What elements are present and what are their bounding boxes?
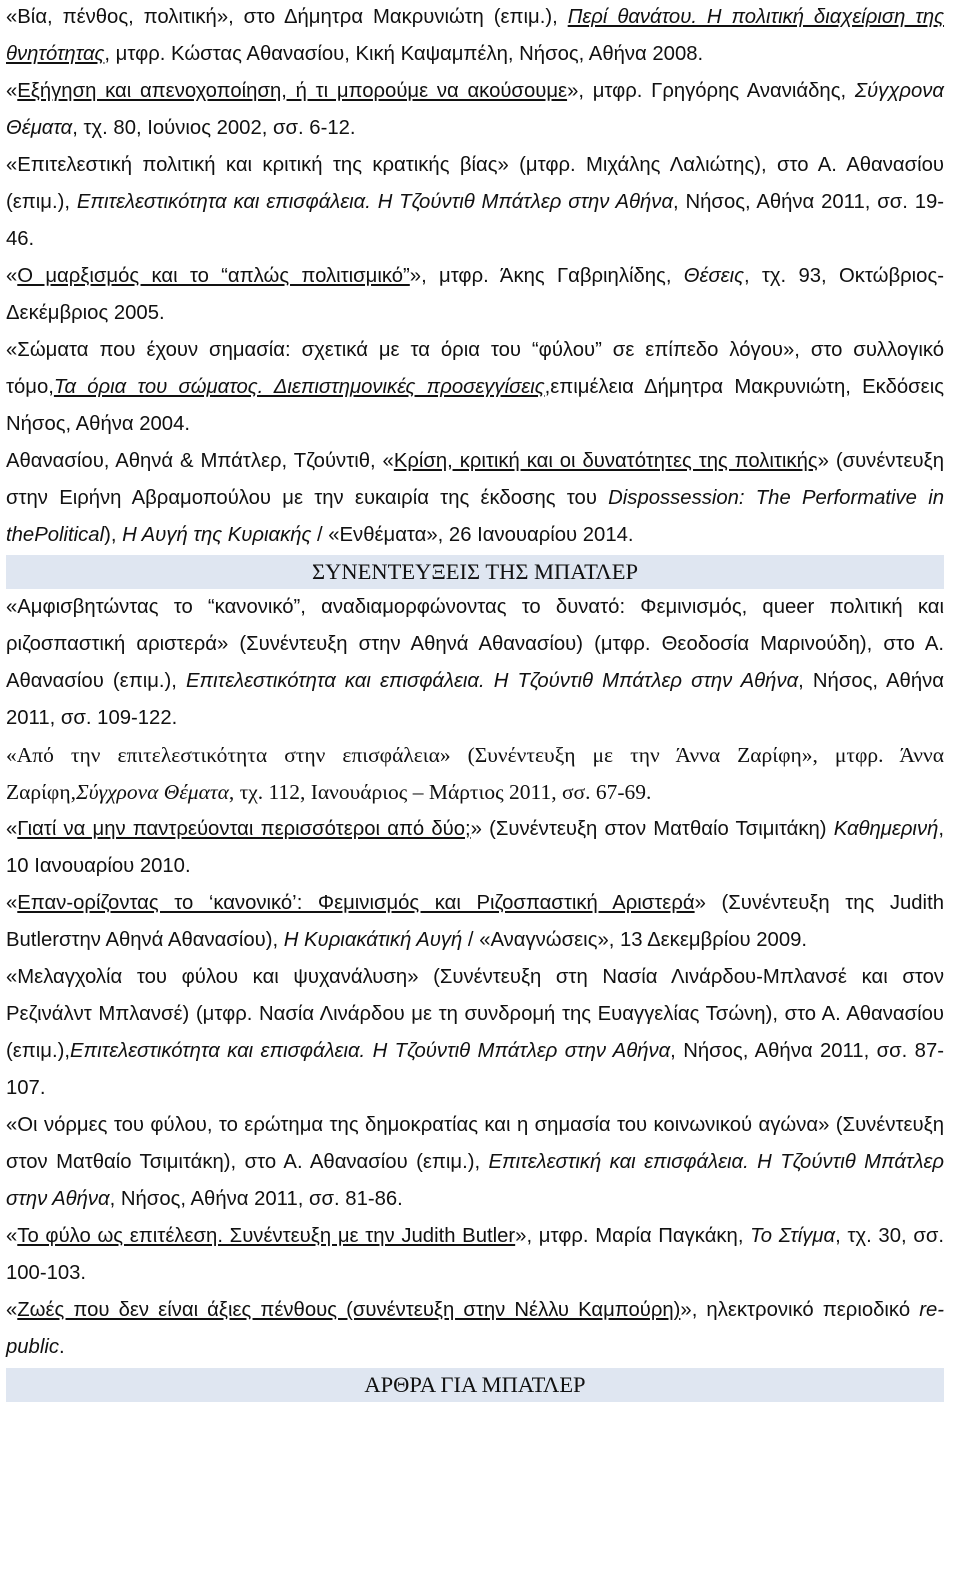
entry-text: » (συνέντευξη στην Ειρήνη Αβραμοπούλου με την ευκαιρία της έκδοσης του [6,450,945,509]
entry-title-link[interactable]: Εξήγηση και απενοχοποίηση, ή τι μπορούμε να ακούσουμε [17,80,568,102]
publication-title: re-public [6,1299,944,1358]
entry-title-link[interactable]: Ζωές που δεν είναι άξιες πένθους (συνέντευξη στην Νέλλυ Καμπούρη) [17,1299,681,1321]
bibliography-entry [6,1292,944,1366]
entry-text: , 10 Ιανουαρίου 2010. [6,818,944,877]
bibliography-entry [6,1218,944,1292]
entry-text: , Νήσος, Αθήνα 2011, σσ. 81-86. [109,1188,403,1210]
publication-title: Σύγχρονα Θέματα [75,780,229,804]
entry-text: » (Συνέντευξη της Judith Butlerστην Αθηνά Αθανασίου), [6,892,944,951]
bibliography-entry [6,737,944,811]
publication-title: Dispossession: The Performative in thePolitical [6,487,944,546]
publication-title: Θέσεις [683,265,744,287]
publication-title: Η Αυγή της Κυριακής [122,524,312,546]
bibliography-entry [6,443,944,554]
entry-title-link[interactable]: Γιατί να μην παντρεύονται περισσότεροι από δύο; [17,818,471,840]
entry-title-link[interactable]: Το φύλο ως επιτέλεση. Συνέντευξη με την Judith Butler [17,1225,516,1247]
entry-text: «Οι νόρμες του φύλου, το ερώτημα της δημοκρατίας και η σημασία του κοινωνικού αγώνα» (Συνέντευξη στον Ματθαίο Τσιμιτάκη), στο Α. Αθανασίου (επιμ.), [6,1114,944,1173]
entry-title-link[interactable]: Επαν-ορίζοντας το ‘κανονικό’: Φεμινισμός και Ριζοσπαστική Αριστερά [17,892,695,914]
entry-text: , τχ. 93, Οκτώβριος-Δεκέμβριος 2005. [6,265,944,324]
entry-title-link[interactable]: Ο μαρξισμός και το “απλώς πολιτισμικό” [17,265,410,287]
publication-title: Η Κυριακάτική Αυγή [283,929,463,951]
entry-text: ,επιμέλεια Δήμητρα Μακρυνιώτη, Εκδόσεις Νήσος, Αθήνα 2004. [6,376,944,435]
entry-text: « [6,1299,18,1321]
bibliography-entry [6,258,944,332]
bibliography-entry [6,885,944,959]
entry-text: « [6,265,18,287]
bibliography-list [6,0,944,554]
section-heading-interviews: ΣΥΝΕΝΤΕΥΞΕΙΣ ΤΗΣ ΜΠΑΤΛΕΡ [6,555,944,589]
entry-text: », μτφρ. Άκης Γαβριηλίδης, [409,265,684,287]
bibliography-entry [6,811,944,885]
bibliography-entry [6,147,944,258]
entry-text: , τχ. 112, Ιανουάριος – Μάρτιος 2011, σσ. 67-69. [228,780,652,804]
entry-text: «Μελαγχολία του φύλου και ψυχανάλυση» (Συνέντευξη στη Νασία Λινάρδου-Μπλανσέ και στον Ρεζινάλντ Μπλανσέ) (μτφρ. Νασία Λινάρδου με τη συνδρομή της Ευαγγελίας Τσώνη), στο Α. Αθανασίου (επιμ.), [6,966,944,1062]
entry-title-link[interactable]: Τα όρια του σώματος. Διεπιστημονικές προσεγγίσεις [53,376,545,398]
publication-title: Επιτελεστικότητα και επισφάλεια. Η Τζούντιθ Μπάτλερ στην Αθήνα [186,670,799,692]
entry-title-link[interactable]: Περί θανάτου. Η πολιτική διαχείριση της θνητότητας [6,6,945,65]
publication-title: Επιτελεστική και επισφάλεια. Η Τζούντιθ Μπάτλερ στην Αθήνα [6,1151,945,1210]
section-heading-articles: ΑΡΘΡΑ ΓΙΑ ΜΠΑΤΛΕΡ [6,1368,944,1402]
entry-text: , Νήσος, Αθήνα 2011, σσ. 19-46. [6,191,945,250]
bibliography-entry [6,1107,944,1218]
entry-text: . [59,1336,65,1358]
entry-text: , Νήσος, Αθήνα 2011, σσ. 109-122. [6,670,944,729]
entry-text: «Επιτελεστική πολιτική και κριτική της κρατικής βίας» (μτφρ. Μιχάλης Λαλιώτης), στο Α. Αθανασίου (επιμ.), [6,154,944,213]
entry-title-link[interactable]: Κρίση, κριτική και οι δυνατότητες της πολιτικής [393,450,818,472]
bibliography-entry [6,959,944,1107]
entry-text: », μτφρ. Μαρία Παγκάκη, [515,1225,751,1247]
publication-title: Σύγχρονα Θέματα [6,80,944,139]
entry-text: », ηλεκτρονικό περιοδικό [680,1299,920,1321]
entry-text: / «Αναγνώσεις», 13 Δεκεμβρίου 2009. [462,929,808,951]
bibliography-entry [6,0,944,73]
entry-text: , Νήσος, Αθήνα 2011, σσ. 87-107. [6,1040,944,1099]
entry-text: / «Ενθέματα», 26 Ιανουαρίου 2014. [311,524,634,546]
bibliography-entry [6,589,944,737]
bibliography-entry [6,73,944,147]
entry-text: » (Συνέντευξη στον Ματθαίο Τσιμιτάκη) [470,818,834,840]
entry-text: , μτφρ. Κώστας Αθανασίου, Κική Καψαμπέλη, Νήσος, Αθήνα 2008. [104,43,704,65]
document-page [6,0,944,1402]
publication-title: Καθημερινή [833,818,939,840]
bibliography-entry [6,332,944,443]
entry-text: «Αμφισβητώντας το “κανονικό”, αναδιαμορφώνοντας το δυνατό: Φεμινισμός, queer πολιτική και ριζοσπαστική αριστερά» (Συνέντευξη στην Αθηνά Αθανασίου) (μτφρ. Θεοδοσία Μαρινούδη), στο Α. Αθανασίου (επιμ.), [6,596,944,692]
entry-text: « [6,892,18,914]
entry-text: , τχ. 80, Ιούνιος 2002, σσ. 6-12. [72,117,356,139]
entry-text: , τχ. 30, σσ. 100-103. [6,1225,944,1284]
entry-text: », μτφρ. Γρηγόρης Ανανιάδης, [567,80,855,102]
entry-text: « [6,80,18,102]
publication-title: Επιτελεστικότητα και επισφάλεια. Η Τζούντιθ Μπάτλερ στην Αθήνα [76,191,674,213]
entry-text: « [6,818,18,840]
entry-text: «Από την επιτελεστικότητα στην επισφάλεια» (Συνέντευξη με την Άννα Ζαρίφη», μτφρ. Άννα Ζαρίφη, [6,743,944,804]
publication-title: Επιτελεστικότητα και επισφάλεια. Η Τζούντιθ Μπάτλερ στην Αθήνα [70,1040,671,1062]
entry-text: «Σώματα που έχουν σημασία: σχετικά με τα όρια του “φύλου” σε επίπεδο λόγου», στο συλλογικό τόμο, [6,339,944,398]
entry-text: « [6,1225,18,1247]
entry-text: «Βία, πένθος, πολιτική», στο Δήμητρα Μακρυνιώτη (επιμ.), [6,6,568,28]
entry-text: ), [104,524,123,546]
entry-text: Αθανασίου, Αθηνά & Μπάτλερ, Τζούντιθ, « [6,450,394,472]
interviews-list [6,589,944,1366]
publication-title: Το Στίγμα [750,1225,836,1247]
